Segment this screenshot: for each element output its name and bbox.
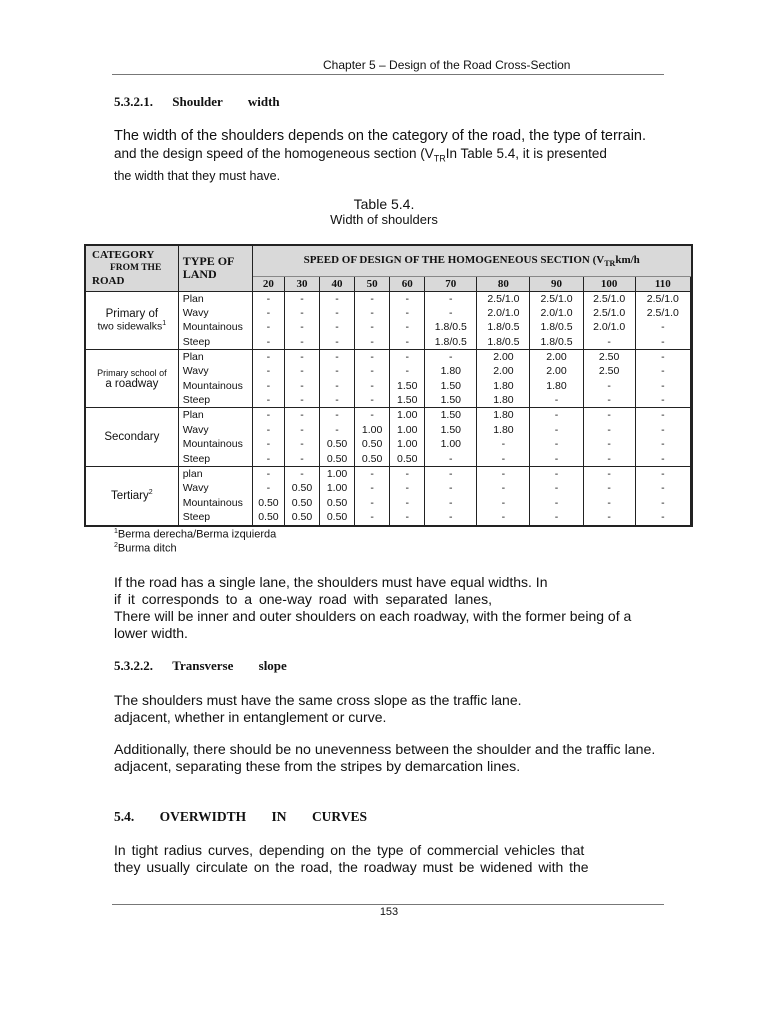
value-cell: - [530, 481, 583, 496]
footnote-text: Berma derecha/Berma izquierda [117, 528, 277, 541]
value-cell: - [320, 335, 355, 350]
value-cell: 0.50 [284, 510, 319, 525]
value-cell: - [635, 349, 690, 364]
value-cell: - [355, 510, 390, 525]
footnote-text: Burma ditch [117, 542, 177, 555]
value-cell: - [583, 495, 635, 510]
value-cell: - [425, 306, 477, 321]
table-caption-subtitle: Width of shoulders [330, 212, 438, 227]
value-cell: 0.50 [320, 452, 355, 467]
header-speed [252, 246, 690, 276]
value-cell: 1.80 [425, 364, 477, 379]
chapter-title: Chapter 5 – Design of the Road Cross-Section [323, 58, 571, 72]
terrain-cell: Steep [178, 393, 252, 408]
value-cell: - [390, 481, 425, 496]
category-text [88, 368, 176, 378]
section-word: IN [271, 809, 287, 824]
terrain-cell: Wavy [178, 364, 252, 379]
value-cell: - [583, 466, 635, 481]
value-cell: - [477, 495, 530, 510]
category-label: Tertiary [111, 489, 149, 502]
header-text: ROAD [92, 274, 125, 287]
value-cell: 2.5/1.0 [583, 291, 635, 306]
value-cell: 1.50 [425, 379, 477, 394]
value-cell: - [355, 495, 390, 510]
value-cell: 1.00 [355, 422, 390, 437]
subscript: TR [604, 258, 616, 268]
value-cell: - [284, 349, 319, 364]
value-cell: - [355, 291, 390, 306]
table-row [86, 466, 691, 481]
value-cell: - [635, 437, 690, 452]
value-cell: 1.00 [320, 466, 355, 481]
value-cell: - [390, 335, 425, 350]
value-cell: - [284, 452, 319, 467]
value-cell: 1.80 [477, 379, 530, 394]
table-caption-title: Table 5.4. [353, 196, 415, 212]
value-cell: - [284, 379, 319, 394]
value-cell: 0.50 [284, 495, 319, 510]
value-cell: - [635, 481, 690, 496]
paragraph-unevenness [114, 742, 692, 776]
value-cell: - [355, 335, 390, 350]
category-label: two sidewalks [97, 320, 163, 333]
value-cell: - [425, 495, 477, 510]
value-cell: 0.50 [320, 495, 355, 510]
value-cell: - [583, 393, 635, 408]
value-cell: 2.5/1.0 [635, 291, 690, 306]
value-cell: - [583, 408, 635, 423]
value-cell: - [635, 320, 690, 335]
value-cell: 0.50 [284, 481, 319, 496]
terrain-cell: Wavy [178, 422, 252, 437]
value-cell: - [320, 349, 355, 364]
value-cell: - [355, 408, 390, 423]
value-cell: 2.5/1.0 [583, 306, 635, 321]
speed-header: 110 [635, 276, 690, 291]
speed-header: 60 [390, 276, 425, 291]
value-cell: - [355, 306, 390, 321]
value-cell: - [635, 466, 690, 481]
value-cell: 1.80 [530, 379, 583, 394]
value-cell: - [530, 510, 583, 525]
section-word: Transverse [172, 658, 234, 673]
value-cell: 0.50 [320, 510, 355, 525]
value-cell: - [252, 306, 284, 321]
value-cell: 0.50 [252, 510, 284, 525]
value-cell: - [477, 481, 530, 496]
value-cell: 2.0/1.0 [530, 306, 583, 321]
value-cell: 2.0/1.0 [583, 320, 635, 335]
text-line: In tight radius curves, depending on the type of commercial vehicles that [114, 842, 585, 858]
terrain-cell: Mountainous [178, 495, 252, 510]
value-cell: - [252, 320, 284, 335]
value-cell: 2.5/1.0 [635, 306, 690, 321]
value-cell: - [252, 335, 284, 350]
value-cell: - [635, 510, 690, 525]
value-cell: 1.8/0.5 [425, 320, 477, 335]
header-text: CATEGORY [92, 248, 155, 261]
text-line: If the road has a single lane, the shoulders must have equal widths. In [114, 574, 548, 590]
terrain-cell: Plan [178, 349, 252, 364]
speed-header: 90 [530, 276, 583, 291]
value-cell: 0.50 [320, 437, 355, 452]
section-word: CURVES [311, 809, 367, 824]
table-row [86, 408, 691, 423]
value-cell: 1.80 [477, 393, 530, 408]
value-cell: 2.5/1.0 [477, 291, 530, 306]
section-word: width [247, 94, 280, 109]
category-text [88, 489, 176, 502]
value-cell: 2.5/1.0 [530, 291, 583, 306]
value-cell: - [635, 379, 690, 394]
value-cell: - [284, 335, 319, 350]
value-cell: - [320, 422, 355, 437]
value-cell: - [530, 393, 583, 408]
terrain-cell: Plan [178, 291, 252, 306]
value-cell: 1.8/0.5 [425, 335, 477, 350]
value-cell: 1.00 [390, 422, 425, 437]
header-text: TYPE OF [182, 254, 235, 269]
value-cell: - [320, 393, 355, 408]
value-cell: - [284, 408, 319, 423]
value-cell: - [583, 335, 635, 350]
value-cell: - [252, 393, 284, 408]
value-cell: - [635, 393, 690, 408]
value-cell: - [252, 408, 284, 423]
value-cell: 1.80 [477, 422, 530, 437]
category-cell [86, 349, 178, 407]
text-line: The shoulders must have the same cross slope as the traffic lane. [114, 692, 522, 708]
speed-header: 50 [355, 276, 390, 291]
header-category [86, 246, 178, 291]
value-cell: - [530, 408, 583, 423]
value-cell: - [284, 364, 319, 379]
value-cell: - [425, 349, 477, 364]
footnote-mark: 1 [162, 319, 167, 327]
section-heading-54 [114, 809, 367, 825]
section-word: slope [258, 658, 287, 673]
text-line: the width that they must have. [114, 168, 281, 183]
text-span: and the design speed of the homogeneous section (V [114, 146, 434, 161]
value-cell: - [425, 291, 477, 306]
footnote-mark: 1 [114, 528, 118, 535]
speed-header: 30 [284, 276, 319, 291]
footnote-1 [114, 528, 276, 541]
value-cell: - [583, 481, 635, 496]
value-cell: - [425, 466, 477, 481]
value-cell: - [284, 437, 319, 452]
terrain-cell: Steep [178, 335, 252, 350]
value-cell: 1.00 [425, 437, 477, 452]
paragraph-shoulder-width [114, 128, 692, 185]
terrain-cell: Mountainous [178, 437, 252, 452]
subscript: TR [433, 153, 446, 164]
value-cell: - [355, 320, 390, 335]
speed-header: 100 [583, 276, 635, 291]
value-cell: 2.50 [583, 349, 635, 364]
category-text [88, 378, 176, 390]
value-cell: - [252, 481, 284, 496]
value-cell: 0.50 [390, 452, 425, 467]
terrain-cell: Steep [178, 510, 252, 525]
value-cell: 2.00 [530, 349, 583, 364]
text-line: Additionally, there should be no unevenness between the shoulder and the traffic lane. [114, 742, 656, 758]
speed-header: 40 [320, 276, 355, 291]
header-text: km/h [615, 253, 640, 266]
section-word: OVERWIDTH [159, 809, 247, 824]
value-cell: - [252, 291, 284, 306]
value-cell: - [635, 408, 690, 423]
header-text: FROM THE [110, 262, 162, 273]
value-cell: - [355, 466, 390, 481]
value-cell: - [530, 422, 583, 437]
value-cell: - [530, 466, 583, 481]
section-number: 5.3.2.2. [114, 658, 153, 673]
value-cell: - [530, 495, 583, 510]
value-cell: - [355, 379, 390, 394]
category-label: a roadway [105, 377, 159, 390]
value-cell: 1.50 [425, 408, 477, 423]
terrain-cell: Plan [178, 408, 252, 423]
header-text: SPEED OF DESIGN OF THE HOMOGENEOUS SECTION (V [303, 253, 605, 266]
value-cell: 1.8/0.5 [530, 335, 583, 350]
value-cell: - [390, 364, 425, 379]
value-cell: 1.8/0.5 [530, 320, 583, 335]
speed-header: 70 [425, 276, 477, 291]
value-cell: - [583, 422, 635, 437]
value-cell: 2.00 [530, 364, 583, 379]
text-line: adjacent, whether in entanglement or curve. [114, 709, 387, 725]
value-cell: - [320, 379, 355, 394]
value-cell: - [320, 320, 355, 335]
value-cell: - [477, 437, 530, 452]
value-cell: - [477, 452, 530, 467]
value-cell: - [252, 437, 284, 452]
footnote-mark: 2 [114, 542, 118, 549]
value-cell: - [320, 306, 355, 321]
value-cell: - [583, 452, 635, 467]
value-cell: 0.50 [355, 452, 390, 467]
value-cell: - [635, 495, 690, 510]
terrain-cell: Wavy [178, 481, 252, 496]
value-cell: - [252, 452, 284, 467]
value-cell: - [390, 291, 425, 306]
category-label: Secondary [104, 430, 160, 443]
value-cell: - [252, 466, 284, 481]
section-number: 5.4. [114, 809, 135, 824]
speed-header: 20 [252, 276, 284, 291]
value-cell: - [477, 466, 530, 481]
footnote-mark: 2 [148, 489, 153, 497]
value-cell: 1.00 [320, 481, 355, 496]
text-line: lower width. [114, 625, 188, 641]
terrain-cell: Mountainous [178, 379, 252, 394]
value-cell: - [320, 364, 355, 379]
section-heading-5322 [114, 658, 287, 674]
value-cell: - [284, 422, 319, 437]
value-cell: 1.80 [477, 408, 530, 423]
page-number: 153 [379, 906, 399, 918]
value-cell: 2.50 [583, 364, 635, 379]
value-cell: - [390, 466, 425, 481]
value-cell: - [425, 510, 477, 525]
text-line: they usually circulate on the road, the roadway must be widened with the [114, 859, 589, 875]
value-cell: - [284, 306, 319, 321]
terrain-cell: Wavy [178, 306, 252, 321]
value-cell: - [284, 291, 319, 306]
text-line: There will be inner and outer shoulders on each roadway, with the former being of a [114, 608, 632, 624]
value-cell: - [390, 510, 425, 525]
section-number: 5.3.2.1. [114, 94, 153, 109]
table-row [86, 291, 691, 306]
value-cell: - [425, 481, 477, 496]
category-text [88, 431, 176, 443]
value-cell: - [635, 452, 690, 467]
value-cell: - [530, 452, 583, 467]
value-cell: - [583, 379, 635, 394]
terrain-cell: Mountainous [178, 320, 252, 335]
value-cell: 2.0/1.0 [477, 306, 530, 321]
category-text [88, 308, 176, 320]
value-cell: - [355, 393, 390, 408]
value-cell: - [320, 408, 355, 423]
value-cell: 1.00 [390, 408, 425, 423]
value-cell: - [635, 364, 690, 379]
value-cell: - [635, 335, 690, 350]
value-cell: 2.00 [477, 364, 530, 379]
value-cell: - [320, 291, 355, 306]
value-cell: 1.50 [390, 379, 425, 394]
footer-rule [112, 904, 664, 905]
value-cell: - [252, 422, 284, 437]
text-line: adjacent, separating these from the stripes by demarcation lines. [114, 759, 521, 775]
header-land-type [178, 246, 252, 291]
terrain-cell: Steep [178, 452, 252, 467]
text-line [114, 145, 692, 168]
category-label: Primary school of [97, 367, 167, 378]
category-cell [86, 466, 178, 524]
paragraph-overwidth [114, 842, 692, 876]
value-cell: - [390, 349, 425, 364]
value-cell: - [583, 510, 635, 525]
text-line: if it corresponds to a one-way road with separated lanes, [114, 591, 492, 607]
section-heading-5321 [114, 94, 280, 110]
section-word: Shoulder [172, 94, 223, 109]
category-cell [86, 291, 178, 349]
value-cell: 1.00 [390, 437, 425, 452]
value-cell: 1.8/0.5 [477, 320, 530, 335]
value-cell: - [583, 437, 635, 452]
value-cell: - [252, 379, 284, 394]
value-cell: - [355, 364, 390, 379]
value-cell: - [355, 481, 390, 496]
value-cell: 1.50 [390, 393, 425, 408]
speed-header: 80 [477, 276, 530, 291]
value-cell: - [425, 452, 477, 467]
value-cell: - [355, 349, 390, 364]
table-row [86, 349, 691, 364]
value-cell: 1.50 [425, 393, 477, 408]
footnote-2 [114, 542, 177, 555]
text-span: In Table 5.4, it is presented [445, 146, 607, 161]
header-text: LAND [182, 267, 217, 282]
value-cell: - [390, 320, 425, 335]
value-cell: - [252, 349, 284, 364]
value-cell: - [284, 466, 319, 481]
value-cell: - [284, 393, 319, 408]
shoulder-width-table [86, 246, 691, 525]
value-cell: - [390, 306, 425, 321]
category-cell [86, 408, 178, 466]
value-cell: 1.8/0.5 [477, 335, 530, 350]
category-text [88, 320, 176, 333]
value-cell: 0.50 [355, 437, 390, 452]
value-cell: - [530, 437, 583, 452]
value-cell: - [284, 320, 319, 335]
value-cell: 1.50 [425, 422, 477, 437]
value-cell: - [252, 364, 284, 379]
category-label: Primary of [105, 307, 159, 320]
text-line: The width of the shoulders depends on the category of the road, the type of terrain. [114, 128, 647, 144]
header-rule [112, 74, 664, 75]
value-cell: - [390, 495, 425, 510]
value-cell: 2.00 [477, 349, 530, 364]
value-cell: 0.50 [252, 495, 284, 510]
value-cell: - [635, 422, 690, 437]
paragraph-cross-slope [114, 692, 692, 726]
value-cell: - [477, 510, 530, 525]
terrain-cell: plan [178, 466, 252, 481]
paragraph-single-lane [114, 574, 692, 642]
